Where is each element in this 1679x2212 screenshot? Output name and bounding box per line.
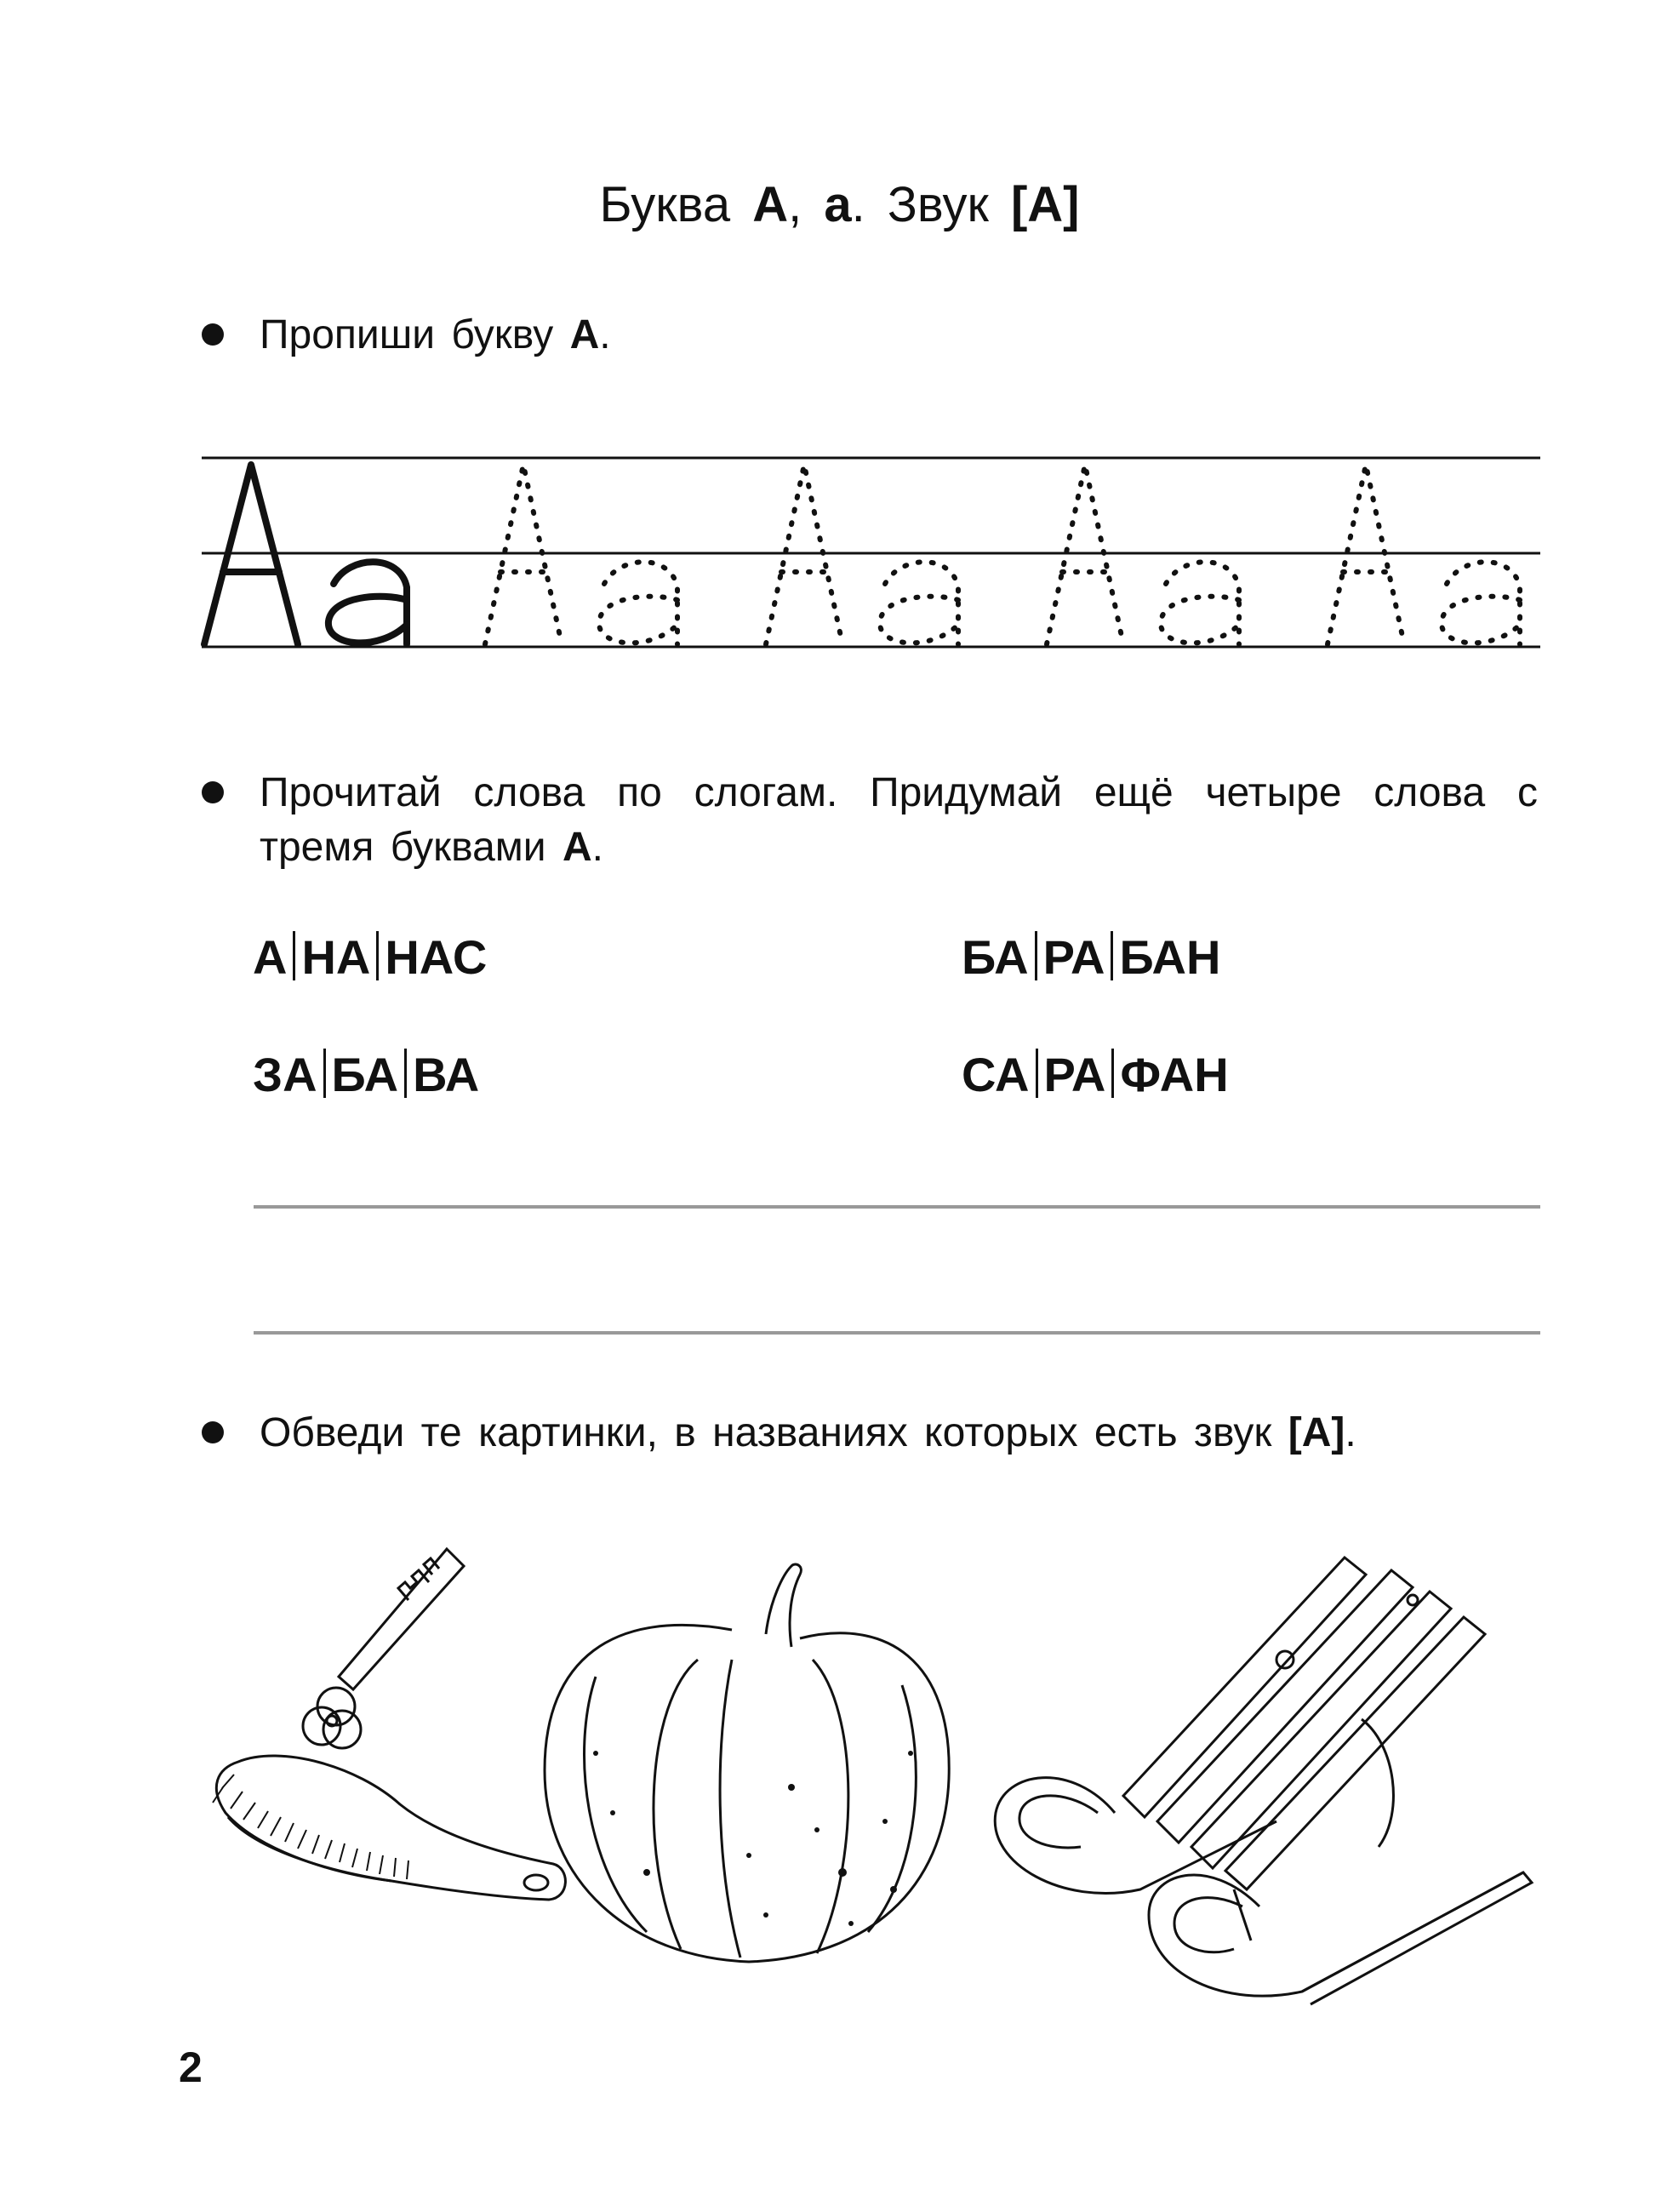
bullet-icon [202, 1421, 224, 1443]
sample-letter-lowercase-a [328, 562, 407, 644]
tracing-letter-lowercase-a[interactable] [880, 562, 958, 644]
answer-line-2[interactable] [254, 1331, 1540, 1335]
page-title: Буква А, а. Звук [А] [599, 177, 1080, 232]
syllable-word-2: БА РА БАН [962, 930, 1221, 984]
pictures-area [0, 1532, 1679, 2128]
syllable-word-3: ЗА БА ВА [253, 1048, 480, 1101]
syllable-word-4: СА РА ФАН [962, 1048, 1229, 1101]
sled-icon[interactable] [995, 1558, 1532, 2004]
hairbrush-icon[interactable] [213, 1756, 565, 1900]
tracing-letter-lowercase-a[interactable] [1161, 562, 1239, 644]
answer-line-1[interactable] [254, 1205, 1540, 1209]
tracing-letter-lowercase-a[interactable] [1442, 562, 1520, 644]
handwriting-practice-lines [0, 0, 1679, 681]
page-number: 2 [179, 2043, 203, 2091]
task-2-instruction: Прочитай слова по слогам. Придумай ещё четыре слова с тремя буквами А. [260, 770, 1538, 870]
tracing-letter-lowercase-a[interactable] [599, 562, 677, 644]
pumpkin-icon[interactable] [545, 1564, 949, 1962]
key-icon[interactable] [303, 1549, 464, 1748]
syllable-word-1: А НА НАС [253, 930, 488, 984]
